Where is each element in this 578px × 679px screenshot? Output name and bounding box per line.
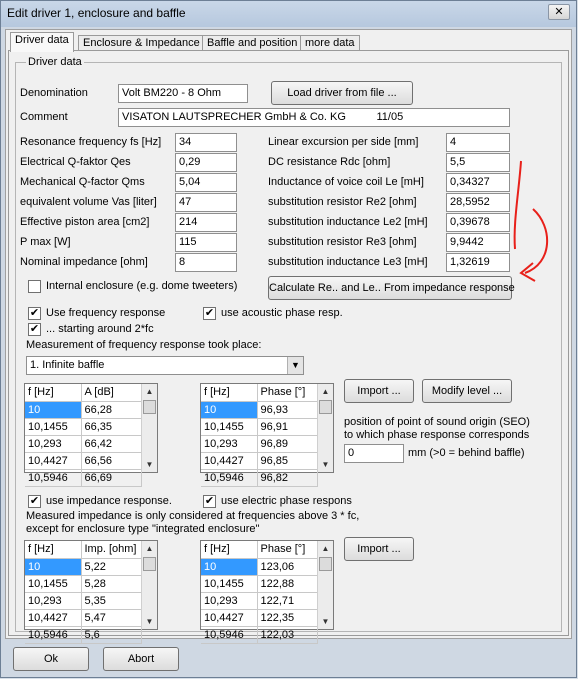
table-cell[interactable]: 10,1455 (25, 575, 81, 592)
vertical-scrollbar[interactable] (141, 384, 157, 472)
table-row (201, 469, 317, 486)
use-acoustic-phase-checkbox[interactable]: ✔ (204, 307, 215, 319)
rdc-field[interactable]: 5,5 (446, 153, 510, 172)
table-cell[interactable]: 66,42 (81, 435, 141, 452)
scroll-up-icon[interactable]: ▲ (321, 387, 330, 396)
table-row (25, 435, 141, 452)
table-cell[interactable]: 10,293 (201, 592, 257, 609)
table-cell[interactable]: 10,293 (25, 592, 81, 609)
table-row (201, 452, 317, 469)
re3-label: substitution resistor Re3 [ohm] (268, 236, 417, 248)
table-cell[interactable]: 66,69 (81, 469, 141, 486)
table-cell[interactable]: 66,28 (81, 401, 141, 418)
qms-field[interactable]: 5,04 (175, 173, 237, 192)
measurement-select[interactable] (26, 356, 304, 375)
close-icon: ✕ (554, 6, 564, 18)
table-cell[interactable]: 96,82 (257, 469, 317, 486)
table-row (201, 418, 317, 435)
table-header (25, 541, 141, 558)
table-cell[interactable]: 10,1455 (25, 418, 81, 435)
impedance-table[interactable] (24, 540, 158, 641)
table-row (201, 558, 317, 575)
le3-field[interactable]: 1,32619 (446, 253, 510, 272)
scroll-thumb[interactable] (319, 400, 332, 414)
table-cell[interactable]: 96,85 (257, 452, 317, 469)
scroll-down-icon[interactable]: ▼ (321, 617, 330, 626)
window-title: Edit driver 1, enclosure and baffle (7, 6, 186, 20)
table-row (25, 418, 141, 435)
table-row (25, 609, 141, 626)
abort-button[interactable]: Abort (103, 647, 179, 671)
table-cell[interactable]: 10 (25, 558, 81, 575)
use-freq-response-label: Use frequency response (46, 307, 166, 319)
scroll-down-icon[interactable]: ▼ (145, 460, 154, 469)
scroll-up-icon[interactable]: ▲ (145, 387, 154, 396)
qms-label: Mechanical Q-factor Qms (20, 176, 145, 188)
table-cell[interactable]: 10 (25, 401, 81, 418)
seo-text-line2: to which phase response corresponds (344, 429, 530, 441)
table-row (201, 592, 317, 609)
table-row (25, 575, 141, 592)
table-cell[interactable]: 10,293 (25, 435, 81, 452)
le3-label: substitution inductance Le3 [mH] (268, 256, 428, 268)
table-cell[interactable]: 66,56 (81, 452, 141, 469)
qes-label: Electrical Q-faktor Qes (20, 156, 131, 168)
scroll-down-icon[interactable]: ▼ (145, 617, 154, 626)
table-row (201, 575, 317, 592)
scroll-thumb[interactable] (143, 557, 156, 571)
seo-unit-label: mm (>0 = behind baffle) (408, 447, 525, 459)
scroll-up-icon[interactable]: ▲ (145, 544, 154, 553)
import-freq-button[interactable]: Import ... (344, 379, 414, 403)
table-cell[interactable]: 10,1455 (201, 418, 257, 435)
col-header: Phase [°] (257, 384, 317, 401)
starting-around-label: ... starting around 2*fc (46, 323, 154, 335)
freq-response-table[interactable] (24, 383, 158, 484)
col-header: A [dB] (81, 384, 141, 401)
denomination-field[interactable]: Volt BM220 - 8 Ohm (118, 84, 248, 103)
use-acoustic-phase-label: use acoustic phase resp. (221, 307, 343, 319)
use-freq-response-checkbox[interactable]: ✔ (29, 307, 40, 319)
internal-enclosure-checkbox[interactable] (28, 280, 41, 293)
col-header: f [Hz] (201, 541, 257, 558)
vas-label: equivalent volume Vas [liter] (20, 196, 157, 208)
table-row (25, 592, 141, 609)
re3-field[interactable]: 9,9442 (446, 233, 510, 252)
use-electric-phase-checkbox[interactable]: ✔ (204, 495, 215, 507)
table-cell[interactable]: 66,35 (81, 418, 141, 435)
table-cell[interactable]: 5,28 (81, 575, 141, 592)
table-cell[interactable]: 10,5946 (25, 469, 81, 486)
driver-data-group (15, 56, 562, 641)
col-header: f [Hz] (25, 541, 81, 558)
chevron-down-icon: ▼ (287, 357, 303, 374)
table-cell[interactable]: 123,06 (257, 558, 317, 575)
scroll-down-icon[interactable]: ▼ (321, 460, 330, 469)
use-impedance-label: use impedance response. (46, 495, 172, 507)
dialog-client (5, 29, 572, 639)
driver-data-panel (8, 50, 569, 641)
fs-field[interactable]: 34 (175, 133, 237, 152)
comment-field[interactable]: VISATON LAUTSPRECHER GmbH & Co. KG 11/05 (118, 108, 510, 127)
table-cell[interactable]: 5,47 (81, 609, 141, 626)
table-row (201, 401, 317, 418)
comment-label: Comment (20, 111, 68, 123)
qes-field[interactable]: 0,29 (175, 153, 237, 172)
table-row (25, 401, 141, 418)
table-cell[interactable]: 5,22 (81, 558, 141, 575)
use-electric-phase-label: use electric phase respons (221, 495, 352, 507)
table-cell[interactable]: 10,293 (201, 435, 257, 452)
scroll-up-icon[interactable]: ▲ (321, 544, 330, 553)
piston-area-label: Effective piston area [cm2] (20, 216, 150, 228)
table-cell[interactable]: 5,35 (81, 592, 141, 609)
table-cell[interactable]: 10,4427 (25, 452, 81, 469)
table-header (201, 384, 317, 401)
le-field[interactable]: 0,34327 (446, 173, 510, 192)
acoustic-phase-table[interactable] (200, 383, 334, 484)
table-cell[interactable]: 96,91 (257, 418, 317, 435)
table-row (25, 469, 141, 486)
table-cell[interactable]: 122,35 (257, 609, 317, 626)
table-cell[interactable]: 10,4427 (25, 609, 81, 626)
table-cell[interactable]: 10,5946 (201, 469, 257, 486)
impedance-note-line1: Measured impedance is only considered at frequencies above 3 * fc, (26, 510, 360, 522)
tab-driver-data[interactable]: Driver data (10, 32, 74, 52)
import-impedance-button[interactable]: Import ... (344, 537, 414, 561)
load-driver-button[interactable]: Load driver from file ... (271, 81, 413, 105)
electric-phase-table[interactable] (200, 540, 334, 641)
title-bar (1, 1, 576, 27)
le2-field[interactable]: 0,39678 (446, 213, 510, 232)
table-row (201, 609, 317, 626)
col-header: Phase [°] (257, 541, 317, 558)
pmax-field[interactable]: 115 (175, 233, 237, 252)
table-row (25, 452, 141, 469)
piston-area-field[interactable]: 214 (175, 213, 237, 232)
le2-label: substitution inductance Le2 [mH] (268, 216, 428, 228)
nominal-impedance-label: Nominal impedance [ohm] (20, 256, 148, 268)
col-header: f [Hz] (201, 384, 257, 401)
col-header: f [Hz] (25, 384, 81, 401)
internal-enclosure-label: Internal enclosure (e.g. dome tweeters) (46, 280, 238, 292)
pmax-label: P max [W] (20, 236, 71, 248)
le-label: Inductance of voice coil Le [mH] (268, 176, 424, 188)
table-cell[interactable]: 96,93 (257, 401, 317, 418)
xmax-field[interactable]: 4 (446, 133, 510, 152)
re2-label: substitution resistor Re2 [ohm] (268, 196, 417, 208)
vas-field[interactable]: 47 (175, 193, 237, 212)
tab-baffle-position[interactable]: Baffle and position (202, 35, 302, 52)
starting-around-checkbox[interactable]: ✔ (29, 323, 40, 335)
table-cell[interactable]: 10,4427 (201, 609, 257, 626)
rdc-label: DC resistance Rdc [ohm] (268, 156, 391, 168)
table-cell[interactable]: 122,71 (257, 592, 317, 609)
table-header (201, 541, 317, 558)
fs-label: Resonance frequency fs [Hz] (20, 136, 162, 148)
seo-text-line1: position of point of sound origin (SEO) (344, 416, 530, 428)
close-button[interactable] (548, 4, 570, 20)
table-cell[interactable]: 5,6 (81, 626, 141, 643)
tab-enclosure-impedance[interactable]: Enclosure & Impedance (78, 35, 205, 52)
seo-field[interactable]: 0 (344, 444, 404, 463)
ok-button[interactable]: Ok (13, 647, 89, 671)
group-label: Driver data (28, 56, 82, 68)
measurement-label: Measurement of frequency response took place: (26, 339, 262, 351)
vertical-scrollbar[interactable] (317, 384, 333, 472)
re2-field[interactable]: 28,5952 (446, 193, 510, 212)
use-impedance-checkbox[interactable]: ✔ (29, 495, 40, 507)
vertical-scrollbar[interactable] (141, 541, 157, 629)
table-cell[interactable]: 10,5946 (201, 626, 257, 643)
nominal-impedance-field[interactable]: 8 (175, 253, 237, 272)
table-cell[interactable]: 10 (201, 401, 257, 418)
table-row (201, 435, 317, 452)
scroll-thumb[interactable] (319, 557, 332, 571)
tab-more-data[interactable]: more data (300, 35, 360, 52)
table-cell[interactable]: 10,1455 (201, 575, 257, 592)
table-cell[interactable]: 122,03 (257, 626, 317, 643)
table-header (25, 384, 141, 401)
measurement-select-value: 1. Infinite baffle (30, 359, 105, 371)
impedance-note-line2: except for enclosure type "integrated enclosure" (26, 523, 260, 535)
dialog-buttons (5, 641, 572, 677)
xmax-label: Linear excursion per side [mm] (268, 136, 419, 148)
scroll-thumb[interactable] (143, 400, 156, 414)
modify-level-button[interactable]: Modify level ... (422, 379, 512, 403)
table-cell[interactable]: 122,88 (257, 575, 317, 592)
table-cell[interactable]: 10,4427 (201, 452, 257, 469)
table-cell[interactable]: 96,89 (257, 435, 317, 452)
col-header: Imp. [ohm] (81, 541, 141, 558)
vertical-scrollbar[interactable] (317, 541, 333, 629)
table-row (25, 558, 141, 575)
denomination-label: Denomination (20, 87, 88, 99)
table-cell[interactable]: 10 (201, 558, 257, 575)
table-cell[interactable]: 10,5946 (25, 626, 81, 643)
calculate-re-le-button[interactable]: Calculate Re.. and Le.. From impedance response (268, 276, 512, 300)
